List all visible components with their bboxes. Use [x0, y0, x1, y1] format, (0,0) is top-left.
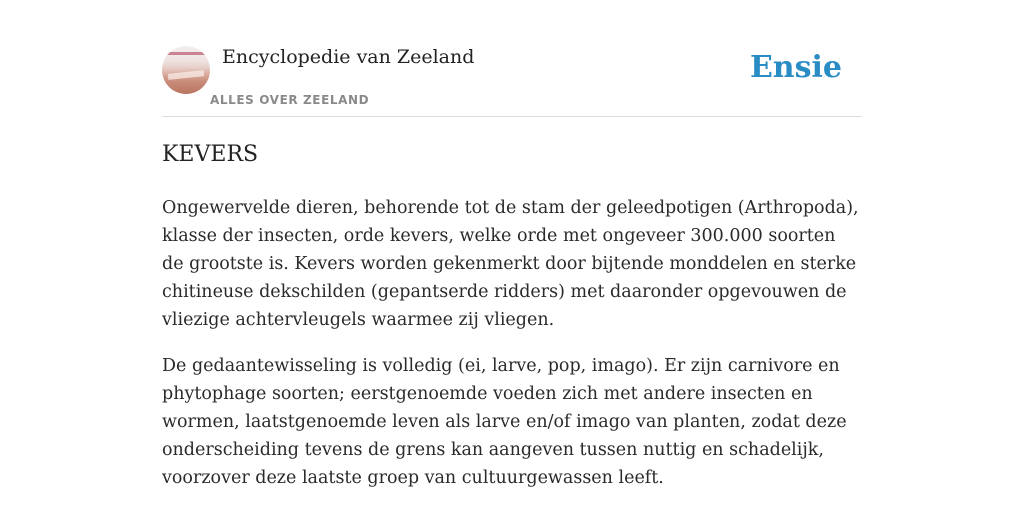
article-title: KEVERS: [162, 142, 259, 167]
brand-logo-link[interactable]: Ensie: [749, 50, 842, 85]
avatar-decoration: [166, 52, 206, 55]
avatar-decoration: [168, 70, 204, 80]
site-avatar[interactable]: [162, 46, 210, 94]
site-header: [162, 0, 862, 117]
article: [162, 140, 862, 492]
article-paragraph: Ongewervelde dieren, behorende tot de stam der geleedpotigen (Arthropoda), klasse der insecten, orde kevers, welke orde met ongeveer 300.000 soorten de grootste is. Kevers worden gekenmerkt door bijtende monddelen en sterke chitineuse dekschilden (gepantserde ridders) met daaronder opgevouwen de vliezige achtervleugels waarmee zij vliegen.: [162, 198, 859, 330]
site-title[interactable]: Encyclopedie van Zeeland: [222, 46, 475, 68]
site-tagline: ALLES OVER ZEELAND: [210, 93, 370, 107]
article-paragraph: De gedaantewisseling is volledig (ei, larve, pop, imago). Er zijn carnivore en phytophage soorten; eerstgenoemde voeden zich met andere insecten en wormen, laatstgenoemde leven als larve en/of imago van planten, zodat deze onderscheiding tevens de grens kan aangeven tussen nuttig en schadelijk, voorzover deze laatste groep van cultuurgewassen leeft.: [162, 356, 847, 488]
